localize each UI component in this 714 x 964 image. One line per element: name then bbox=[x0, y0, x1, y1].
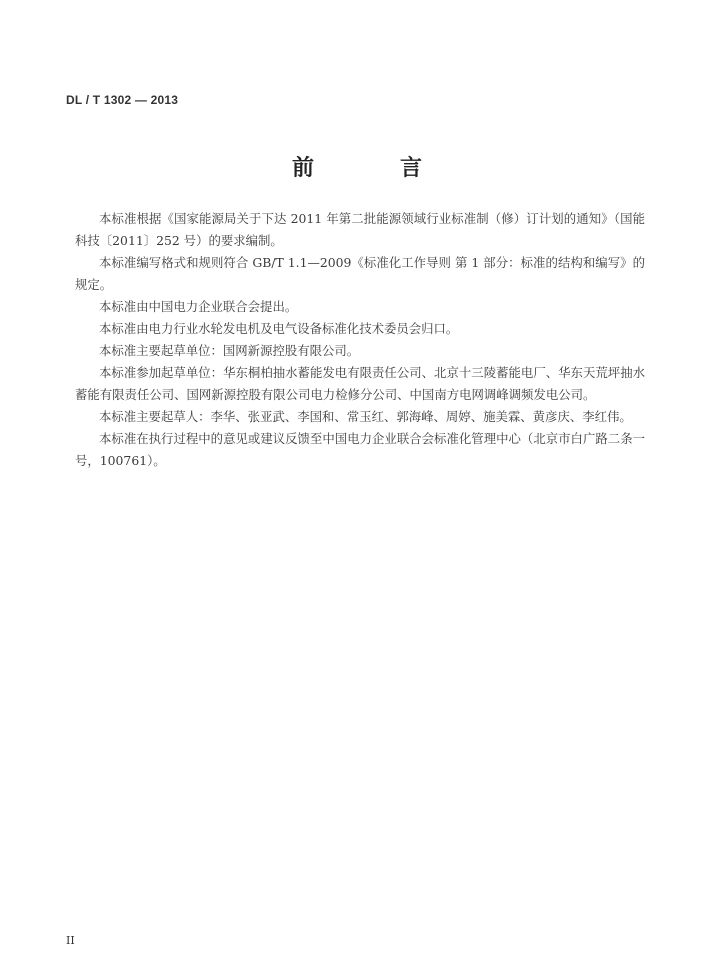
page-number: II bbox=[66, 934, 75, 947]
page-title: 前 言 bbox=[291, 156, 454, 181]
paragraph-feedback: 本标准在执行过程中的意见或建议反馈至中国电力企业联合会标准化管理中心（北京市白广路二条一号，100761）。 bbox=[75, 431, 645, 468]
foreword-body bbox=[75, 208, 645, 472]
paragraph-drafters-names: 本标准主要起草人：李华、张亚武、李国和、常玉红、郭海峰、周婷、施美霖、黄彦庆、李红伟。 bbox=[99, 409, 632, 424]
paragraph-participating-drafters: 本标准参加起草单位：华东桐柏抽水蓄能发电有限责任公司、北京十三陵蓄能电厂、华东天荒坪抽水蓄能有限责任公司、国网新源控股有限公司电力检修分公司、中国南方电网调峰调频发电公司。 bbox=[75, 365, 645, 402]
document-code: DL / T 1302 — 2013 bbox=[66, 93, 179, 107]
paragraph-proposer: 本标准由中国电力企业联合会提出。 bbox=[99, 299, 298, 314]
paragraph-format: 本标准编写格式和规则符合 GB/T 1.1—2009《标准化工作导则 第 1 部分：标准的结构和编写》的规定。 bbox=[75, 255, 645, 292]
paragraph-committee: 本标准由电力行业水轮发电机及电气设备标准化技术委员会归口。 bbox=[99, 321, 459, 336]
paragraph-basis: 本标准根据《国家能源局关于下达 2011 年第二批能源领域行业标准制（修）订计划的通知》（国能科技〔2011〕252 号）的要求编制。 bbox=[75, 211, 645, 248]
paragraph-main-drafter: 本标准主要起草单位：国网新源控股有限公司。 bbox=[99, 343, 360, 358]
